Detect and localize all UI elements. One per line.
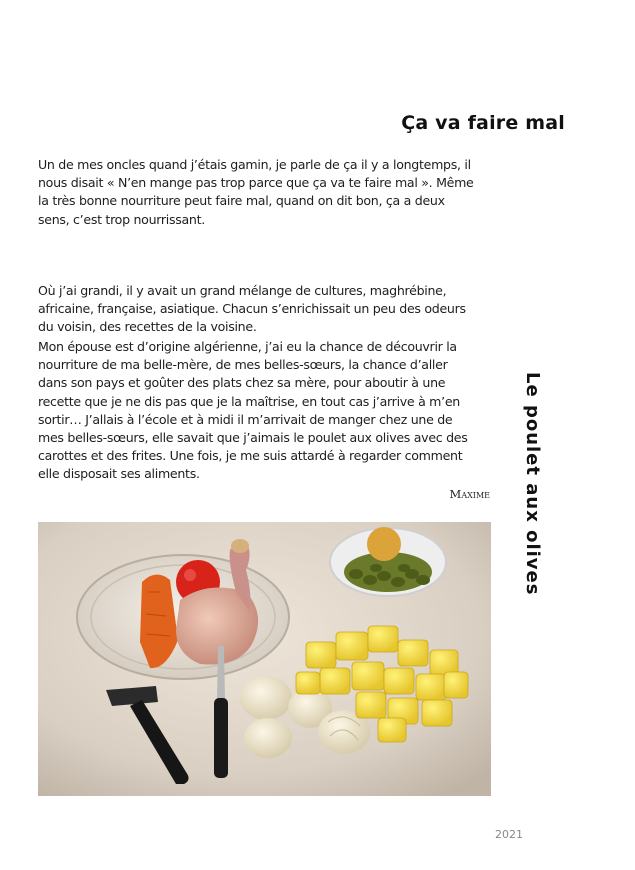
paragraph-uncle: Un de mes oncles quand j’étais gamin, je parle de ça il y a longtemps, il nous disait « N’en mange pas trop parce que ça va te faire mal ». Même la très bonne nourriture peut faire mal, quand on dit bon, ça a deux sens, c’est trop nourrissant.	[38, 157, 474, 227]
page-title: Ça va faire mal	[401, 112, 565, 134]
recipe-photo	[38, 522, 491, 796]
author-signature: Maxime	[449, 487, 490, 501]
ingredients-illustration	[38, 522, 491, 796]
paragraph-wife: Mon épouse est d’origine algérienne, j’ai eu la chance de découvrir la nourriture de ma belle-mère, de mes belles-sœurs, la chance d’aller dans son pays et goûter des plats chez sa mère, pour aboutir à une recette que je ne dis pas que je la maîtrise, en tout cas j’arrive à m’en sortir… J’allais à l’école et à midi il m’arrivait de manger chez une de mes belles-sœurs, elle savait que j’aimais le poulet aux olives avec des carottes et des frites. Une fois, je me suis attardé à regarder comment elle disposait ses aliments.	[38, 339, 468, 482]
page-number: 2021	[495, 828, 523, 841]
paragraph-childhood: Où j’ai grandi, il y avait un grand mélange de cultures, maghrébine, africaine, française, asiatique. Chacun s’enrichissait un peu des odeurs du voisin, des recettes de la voisine.	[38, 283, 466, 335]
recipe-title-vertical: Le poulet aux olives	[522, 372, 543, 596]
